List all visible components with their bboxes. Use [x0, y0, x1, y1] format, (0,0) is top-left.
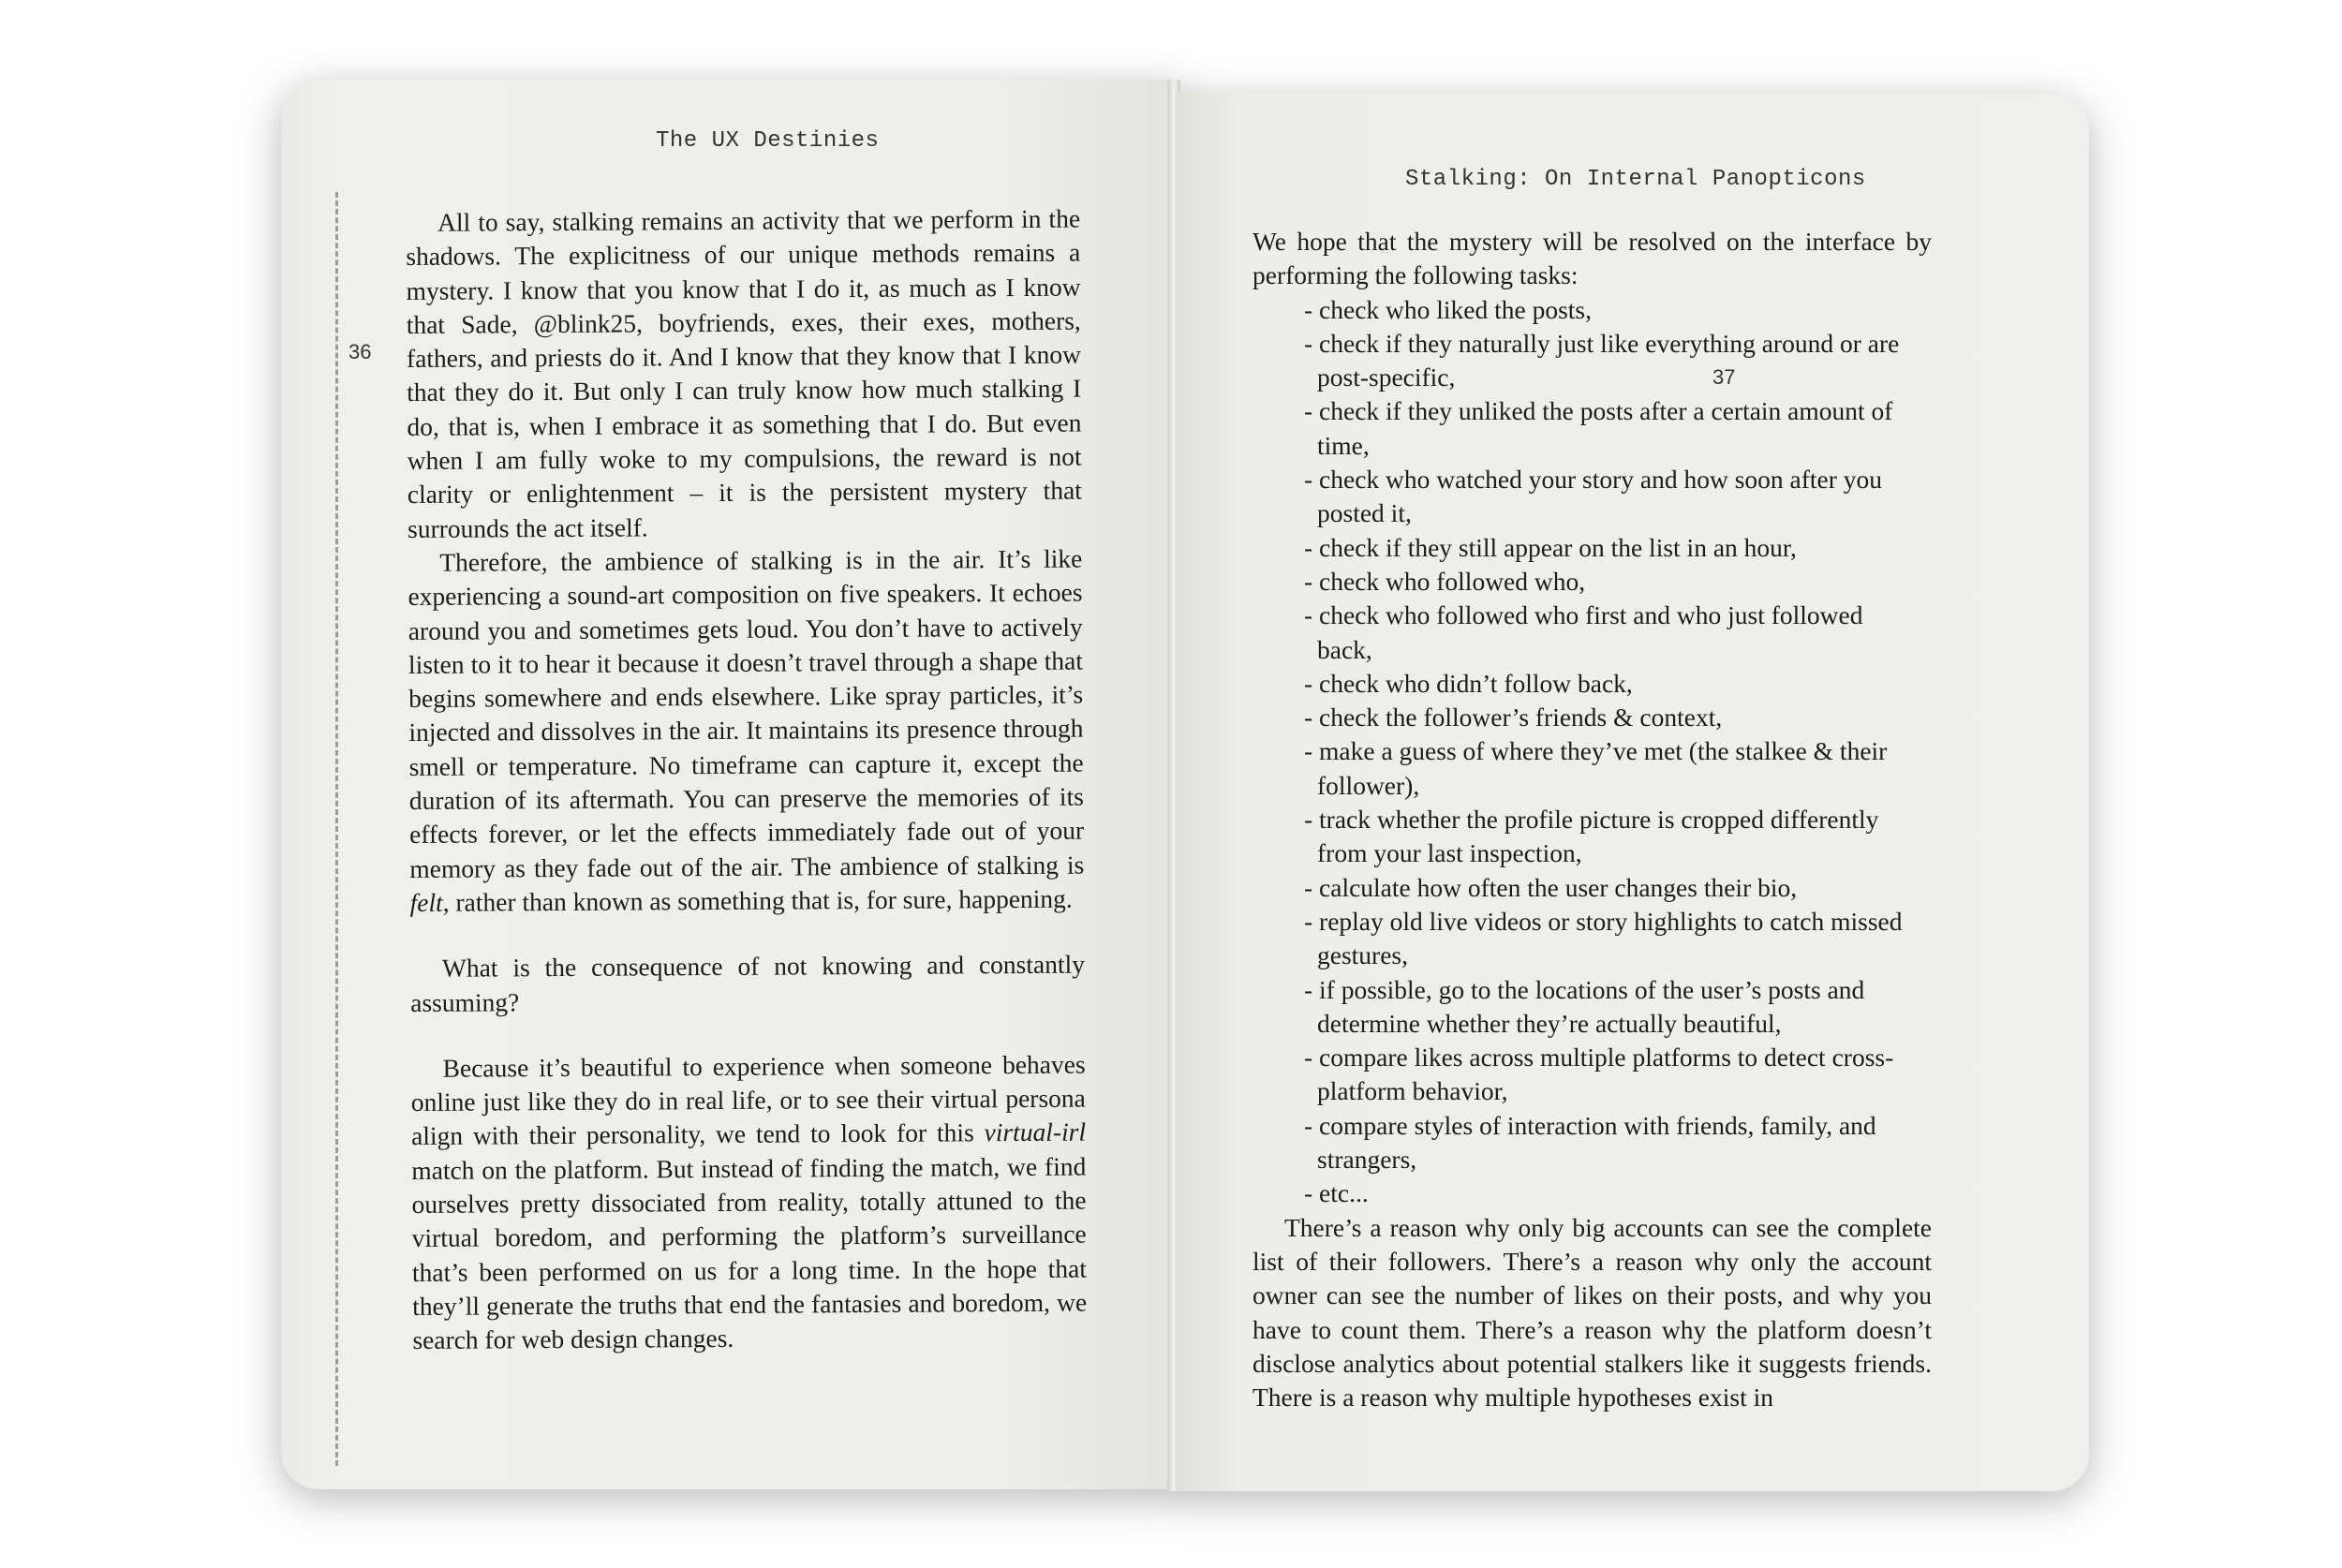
- list-item: - compare likes across multiple platforms to detect cross-platform behavior,: [1304, 1043, 1894, 1106]
- paragraph: Because it’s beautiful to experience when someone behaves online just like they do in real life, or to see their virtual persona align with their personality, we tend to look for this virtual-irl match on the platform. But instead of finding the match, we find ourselves pretty dissociated from reality, totally attuned to the virtual boredom, and performing the platform’s surveillance that’s been performed on us for a long time. In the hope that they’ll generate the truths that end the fantasies and boredom, we search for web design changes.: [410, 1049, 1088, 1355]
- list-item: - check who followed who first and who just followed back,: [1304, 600, 1863, 664]
- right-body-text: [1253, 225, 1932, 1414]
- left-page-number: 36: [348, 340, 372, 363]
- closing-paragraph: There’s a reason why only big accounts can see the complete list of their followers. There’s a reason why only the account owner can see the number of likes on their posts, and why you have to count them. There’s a reason why the platform doesn’t disclose analytics about potential stalkers like it suggests friends. There is a reason why multiple hypotheses exist in: [1253, 1212, 1932, 1413]
- left-page: [281, 80, 1171, 1489]
- list-item: - check the follower’s friends & context,: [1304, 703, 1723, 732]
- binding-stitch: [335, 192, 338, 1466]
- list-item: - etc...: [1304, 1178, 1369, 1208]
- list-item: - if possible, go to the locations of the user’s posts and determine whether they’re actually beautiful,: [1304, 974, 1865, 1038]
- list-item: - check if they still appear on the list in an hour,: [1304, 532, 1797, 562]
- list-item: - make a guess of where they’ve met (the stalkee & their follower),: [1304, 736, 1888, 800]
- list-item: - calculate how often the user changes their bio,: [1304, 872, 1798, 902]
- list-item: - track whether the profile picture is cropped differently from your last inspection,: [1304, 805, 1879, 868]
- right-page-number: 37: [1712, 365, 1736, 389]
- open-book-spread: [281, 80, 2089, 1489]
- emphasis: virtual-irl: [984, 1117, 1087, 1147]
- list-item: - check who liked the posts,: [1304, 294, 1593, 324]
- intro-paragraph: We hope that the mystery will be resolved on the interface by performing the following tasks:: [1253, 227, 1932, 290]
- paragraph: Therefore, the ambience of stalking is in the air. It’s like experiencing a sound-art composition on five speakers. It echoes around you and sometimes gets loud. You don’t have to actively listen to it to hear it because it doesn’t travel through a shape that begins somewhere and ends elsewhere. Like spray particles, it’s injected and dissolves in the air. It maintains its presence through smell or temperature. No timeframe can capture it, except the duration of its aftermath. You can preserve the memories of its effects forever, or let the effects immediately fade out of your memory as they fade out of the air. The ambience of stalking is felt, rather than known as something that is, for sure, happening.: [408, 543, 1085, 917]
- list-item: - check who followed who,: [1304, 566, 1586, 596]
- list-item: - check who didn’t follow back,: [1304, 668, 1633, 698]
- list-item: - check if they naturally just like everything around or are post-specific,: [1304, 328, 1900, 392]
- right-running-head: Stalking: On Internal Panopticons: [1405, 167, 1866, 192]
- task-list: [1253, 293, 1932, 1211]
- paragraph: All to say, stalking remains an activity that we perform in the shadows. The explicitness of our unique methods remains a mystery. I know that you know that I do it, as much as I know that Sade, @blink25, boyfriends, exes, their exes, mothers, fathers, and priests do it. And I know that they know that I know that they do it. But only I can truly know how much stalking I do, that is, when I embrace it as something that I do. But even when I am fully woke to my compulsions, the reward is not clarity or enlightenment – it is the persistent mystery that surrounds the act itself.: [406, 203, 1082, 543]
- list-item: - compare styles of interaction with friends, family, and strangers,: [1304, 1110, 1876, 1175]
- list-item: - check if they unliked the posts after a certain amount of time,: [1304, 396, 1893, 460]
- paragraph: What is the consequence of not knowing and constantly assuming?: [410, 949, 1086, 1017]
- emphasis: felt: [409, 887, 443, 917]
- left-running-head: The UX Destinies: [656, 128, 880, 154]
- left-body-text: [406, 202, 1087, 1358]
- right-page: [1176, 94, 2089, 1491]
- list-item: - check who watched your story and how soon after you posted it,: [1304, 465, 1883, 528]
- list-item: - replay old live videos or story highlights to catch missed gestures,: [1304, 906, 1903, 970]
